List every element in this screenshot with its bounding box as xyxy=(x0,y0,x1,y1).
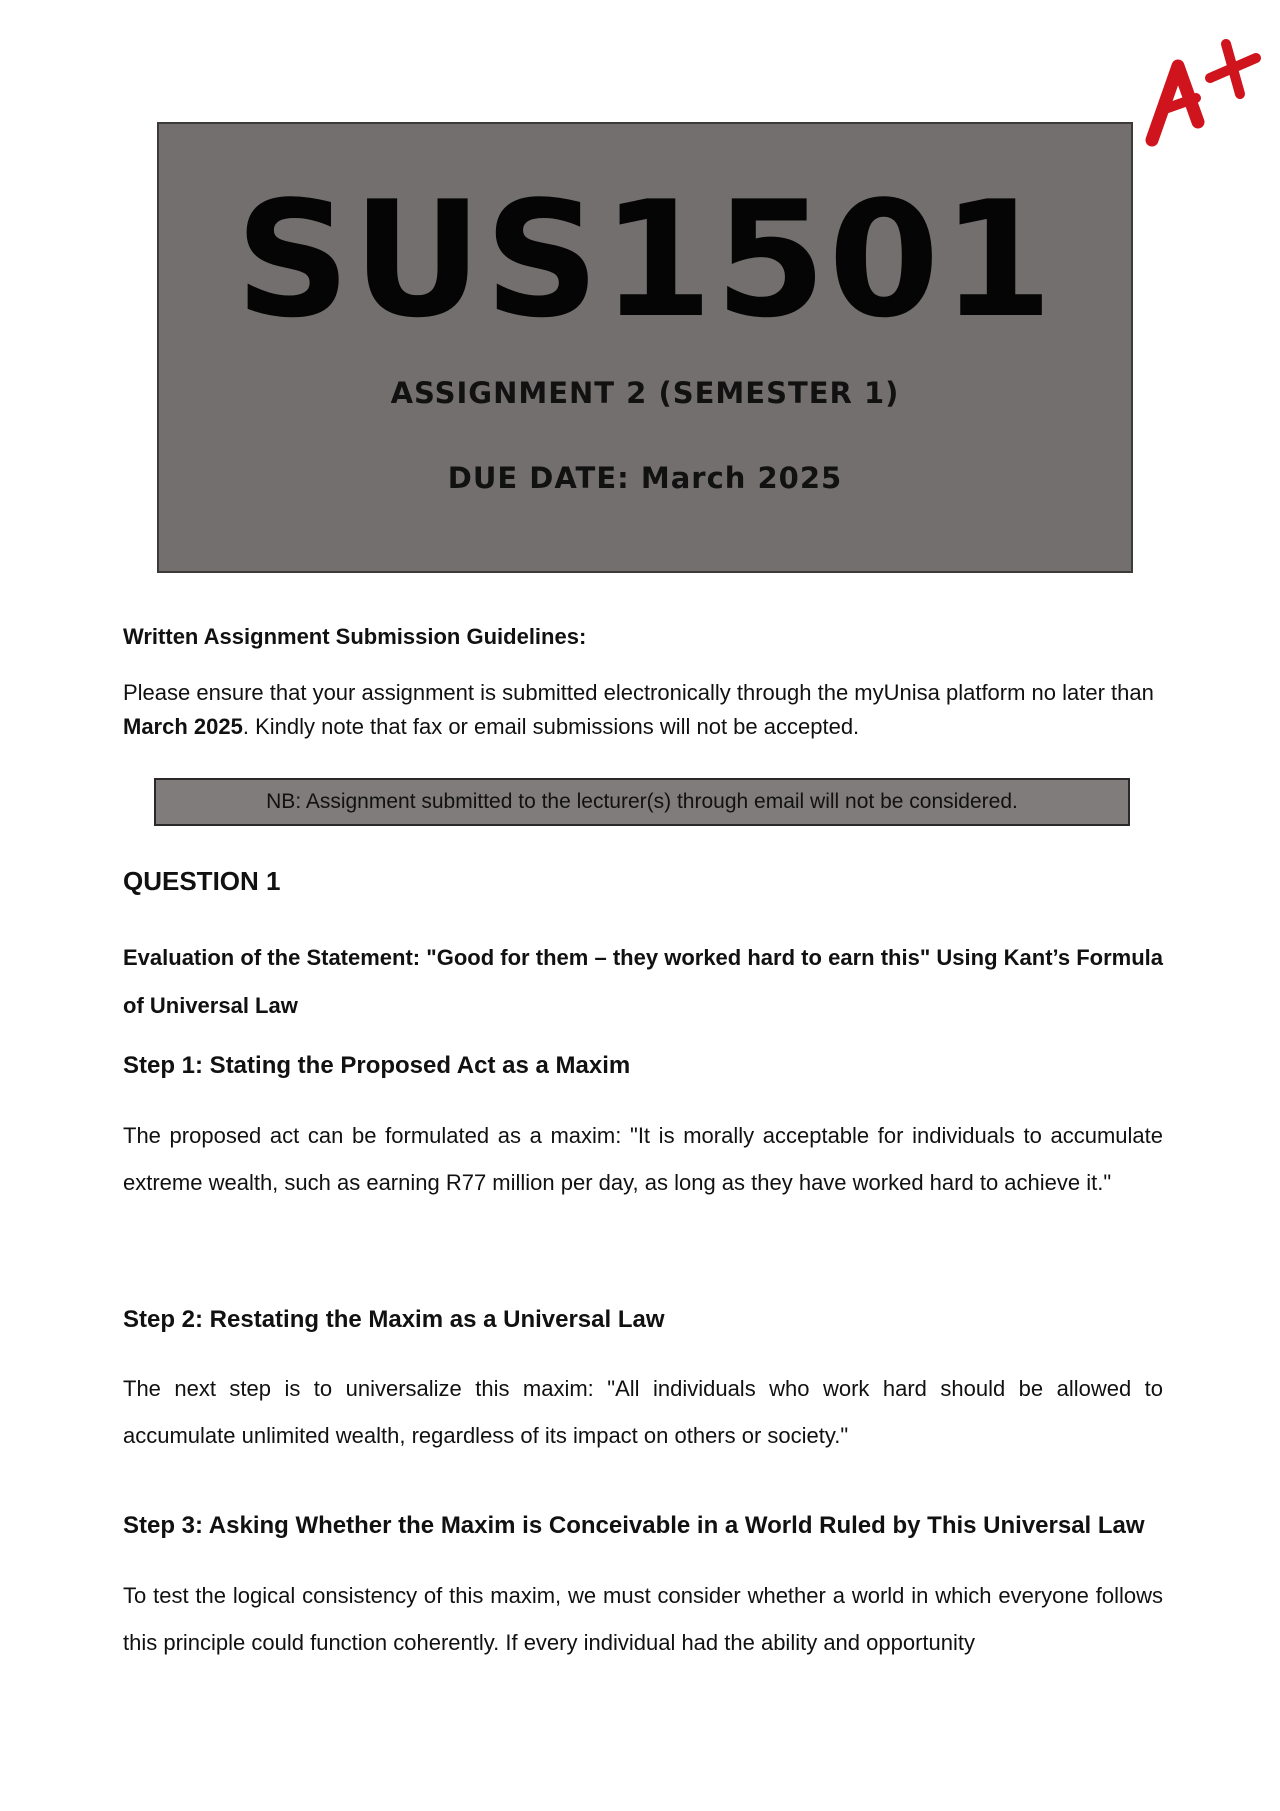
step-1-paragraph: The proposed act can be formulated as a maxim: "It is morally acceptable for individuals to accumulate extreme wealth, such as earning R77 million per day, as long as they have worked hard to achieve it." xyxy=(123,1123,1163,1195)
question-heading: QUESTION 1 xyxy=(123,866,281,896)
guidelines-text xyxy=(123,676,1163,744)
course-code: SUS1501 xyxy=(235,166,1055,353)
evaluation-heading: Evaluation of the Statement: "Good for them – they worked hard to earn this" Using Kant’s Formula of Universal Law xyxy=(123,945,1163,1018)
assignment-title: ASSIGNMENT 2 (SEMESTER 1) xyxy=(390,376,900,410)
guidelines-text-before: Please ensure that your assignment is submitted electronically through the myUnisa platform no later than xyxy=(123,680,1154,705)
grade-stamp-a-plus xyxy=(1138,30,1268,150)
step-2-heading: Step 2: Restating the Maxim as a Universal Law xyxy=(123,1306,665,1333)
step-3-paragraph: To test the logical consistency of this maxim, we must consider whether a world in which everyone follows this principle could function coherently. If every individual had the ability and opportunity xyxy=(123,1583,1163,1655)
step-1-heading: Step 1: Stating the Proposed Act as a Maxim xyxy=(123,1052,631,1079)
guidelines-heading: Written Assignment Submission Guidelines: xyxy=(123,624,587,649)
step-2-paragraph: The next step is to universalize this maxim: "All individuals who work hard should be allowed to accumulate unlimited wealth, regardless of its impact on others or society." xyxy=(123,1376,1163,1448)
guidelines-text-after: . Kindly note that fax or email submissions will not be accepted. xyxy=(242,714,860,739)
nb-notice: NB: Assignment submitted to the lecturer(s) through email will not be considered. xyxy=(154,778,1130,826)
step-3-heading: Step 3: Asking Whether the Maxim is Conceivable in a World Ruled by This Universal Law xyxy=(123,1512,1145,1539)
due-date: DUE DATE: March 2025 xyxy=(447,461,843,495)
cover-box xyxy=(157,122,1133,573)
guidelines-deadline: March 2025 xyxy=(123,714,243,739)
